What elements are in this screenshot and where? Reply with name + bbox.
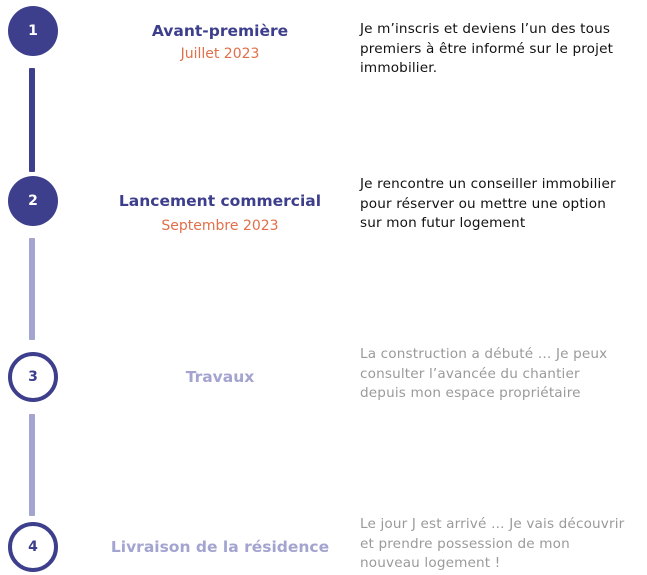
step-date: Septembre 2023 xyxy=(161,218,279,234)
timeline-connector-3-4 xyxy=(29,414,35,516)
step-date: Juillet 2023 xyxy=(180,46,260,62)
step-number-badge: 2 xyxy=(8,176,58,226)
step-description: Le jour J est arrivé … Je vais découvrir et prendre possession de mon nouveau logement ! xyxy=(360,516,625,571)
timeline-connector-1-2 xyxy=(29,68,35,172)
step-title: Avant-première xyxy=(151,22,289,40)
timeline-connector-2-3 xyxy=(29,238,35,340)
step-number-badge: 3 xyxy=(8,352,58,402)
step-description: Je m’inscris et deviens l’un des tous premiers à être informé sur le projet immobilier. xyxy=(360,21,614,76)
step-title: Livraison de la résidence xyxy=(110,538,330,556)
step-description: La construction a débuté … Je peux consulter l’avancée du chantier depuis mon espace propriétaire xyxy=(360,346,608,401)
step-title: Lancement commercial xyxy=(118,192,322,210)
step-title: Travaux xyxy=(185,368,255,386)
step-number-badge: 1 xyxy=(8,6,58,56)
step-number-badge: 4 xyxy=(8,522,58,572)
step-description: Je rencontre un conseiller immobilier pour réserver ou mettre une option sur mon futur logement xyxy=(360,176,616,231)
